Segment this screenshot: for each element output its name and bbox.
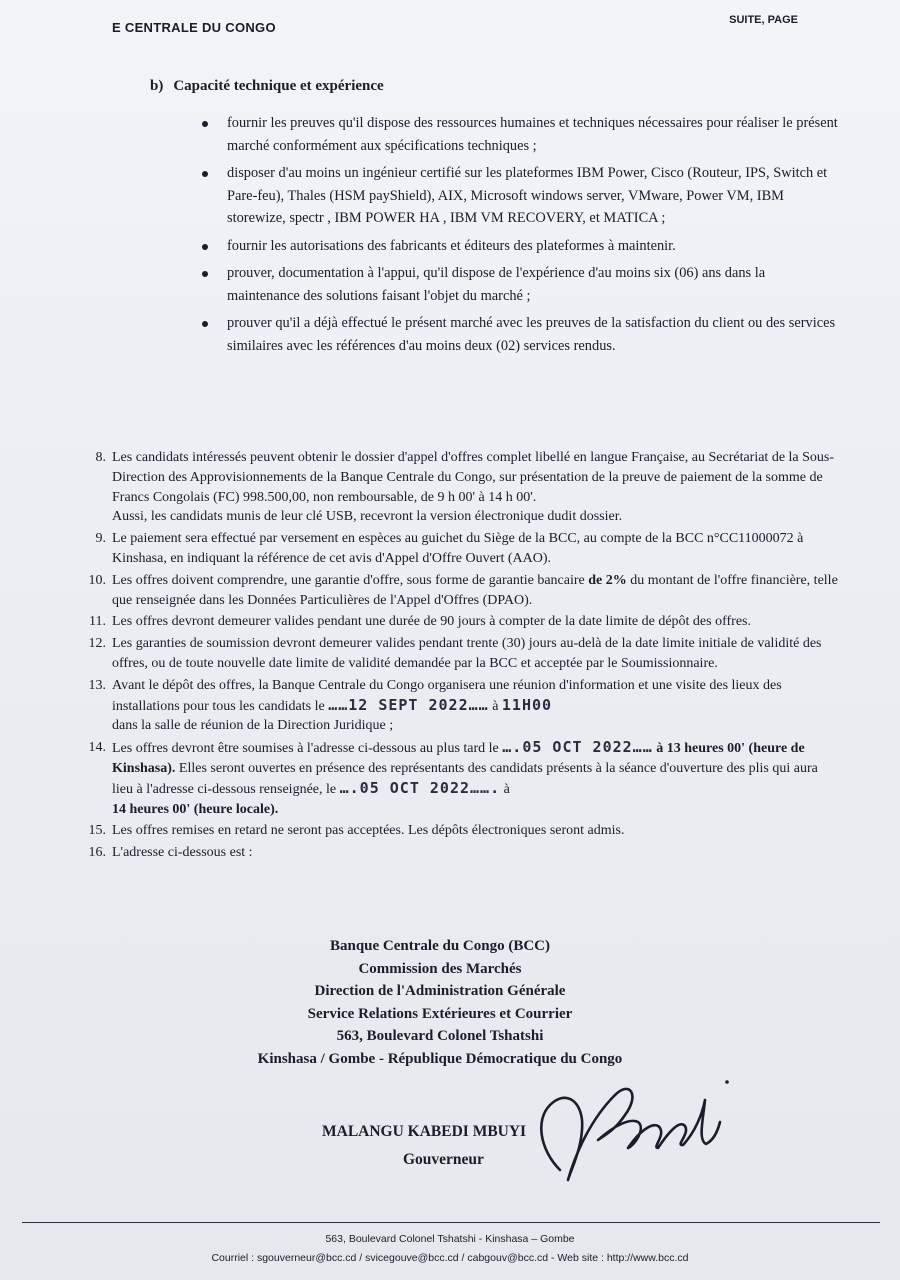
clause-12	[78, 634, 838, 674]
clause-13	[78, 676, 838, 736]
clause-text: du montant de l'offre financière, telle que renseignée dans les Données Particulières de l'Appel d'Offres (DPAO).	[112, 572, 838, 608]
clause-text: Les offres devront être soumises à l'adresse ci-dessous au plus tard le	[112, 741, 499, 757]
clause-text: Les offres devront demeurer valides pendant une durée de 90 jours à compter de la date limite de dépôt des offres.	[112, 614, 751, 630]
clause-text: à	[492, 698, 499, 714]
clause-number: 12.	[88, 636, 106, 652]
clause-number: 11.	[89, 614, 106, 630]
header-institution: E CENTRALE DU CONGO	[112, 20, 276, 35]
section-b-heading	[150, 78, 384, 95]
list-item: prouver, documentation à l'appui, qu'il dispose de l'expérience d'au moins six (06) ans dans la maintenance des solutions faisant l'objet du marché ;	[200, 262, 840, 307]
address-line: Banque Centrale du Congo (BCC)	[329, 938, 551, 954]
section-b-title: Capacité technique et expérience	[173, 78, 384, 94]
requirements-list	[200, 112, 840, 362]
clause-8	[78, 448, 838, 527]
clause-text: Avant le dépôt des offres, la Banque Centrale du Congo organisera une réunion d'information et une visite des lieux des installations pour tous les candidats le	[112, 677, 782, 714]
clause-9	[78, 529, 838, 569]
clause-16	[78, 843, 838, 863]
list-item: prouver qu'il a déjà effectué le présent marché avec les preuves de la satisfaction du client ou des services similaires avec les références d'au moins deux (02) services rendus.	[200, 312, 840, 357]
clause-number: 15.	[88, 823, 106, 839]
address-line: Kinshasa / Gombe - République Démocratique du Congo	[257, 1050, 623, 1067]
footer-address: 563, Boulevard Colonel Tshatshi - Kinshasa – Gombe	[325, 1233, 575, 1245]
clause-bold: de 2%	[588, 572, 627, 588]
header-page-marker: SUITE, PAGE	[729, 14, 798, 26]
footer-contacts: Courriel : sgouverneur@bcc.cd / svicegouve@bcc.cd / cabgouv@bcc.cd - Web site : http://www.bcc.cd	[211, 1252, 689, 1264]
clause-number: 8.	[95, 450, 106, 465]
clause-10	[78, 571, 838, 611]
clause-text: Le paiement sera effectué par versement en espèces au guichet du Siège de la BCC, au compte de la BCC n°CC11000072 à Kinshasa, en indiquant la référence de cet avis d'Appel d'Offre Ouvert (AAO).	[112, 531, 804, 566]
list-item: fournir les autorisations des fabricants et éditeurs des plateformes à maintenir.	[200, 235, 840, 258]
signatory-name: MALANGU KABEDI MBUYI	[322, 1123, 527, 1140]
numbered-clauses	[78, 448, 838, 865]
handwritten-date: ……12 SEPT 2022……	[328, 695, 489, 714]
footer-divider	[22, 1222, 880, 1223]
clause-text: Elles seront ouvertes en présence des représentants des candidats présents à la séance d'ouverture des plis qui aura lieu à l'adresse ci-dessous renseignée, le	[112, 760, 818, 797]
signatory-title: Gouverneur	[403, 1151, 484, 1168]
clause-number: 13.	[88, 677, 106, 693]
clause-15	[78, 821, 838, 841]
address-line: Service Relations Extérieures et Courrier	[307, 1005, 573, 1022]
handwritten-date: ….05 OCT 2022…….	[339, 778, 501, 797]
handwritten-signature	[520, 1060, 750, 1190]
clause-text: Les candidats intéressés peuvent obtenir le dossier d'appel d'offres complet libellé en langue Française, au Secrétariat de la Sous-Direction des Approvisionnements de la Banque Centrale du Congo, sur présentation de la preuve de paiement de la somme de Francs Congolais (FC) 998.500,00, non remboursable, de 9 h 00' à 14 h 00'.	[112, 450, 835, 505]
clause-number: 9.	[95, 531, 106, 547]
address-block	[0, 935, 900, 1070]
address-line: 563, Boulevard Colonel Tshatshi	[336, 1028, 544, 1044]
clause-number: 14.	[88, 740, 106, 756]
handwritten-time: 11H00	[501, 695, 553, 714]
address-line: Direction de l'Administration Générale	[314, 983, 566, 999]
clause-text: à	[503, 781, 510, 797]
address-line: Commission des Marchés	[358, 960, 522, 977]
clause-11	[78, 612, 838, 632]
list-item: fournir les preuves qu'il dispose des ressources humaines et techniques nécessaires pour réaliser le présent marché conformément aux spécifications techniques ;	[200, 112, 840, 157]
clause-text: L'adresse ci-dessous est :	[112, 845, 253, 861]
clause-extra: Aussi, les candidats munis de leur clé USB, recevront la version électronique dudit dossier.	[112, 509, 623, 525]
clause-text: Les offres doivent comprendre, une garantie d'offre, sous forme de garantie bancaire	[112, 572, 585, 588]
clause-text: Les garanties de soumission devront demeurer valides pendant trente (30) jours au-delà de la date limite initiale de validité des offres, ou de toute nouvelle date limite de validité demandée par la BCC et acceptée par le Soumissionnaire.	[112, 636, 822, 671]
clause-14	[78, 738, 838, 819]
list-item: disposer d'au moins un ingénieur certifié sur les plateformes IBM Power, Cisco (Routeur, IPS, Switch et Pare-feu), Thales (HSM payShield), AIX, Microsoft windows server, VMware, Power VM, IBM storewize, spectr , IBM POWER HA , IBM VM RECOVERY, et MATICA ;	[200, 162, 840, 230]
clause-text: Les offres remises en retard ne seront pas acceptées. Les dépôts électroniques seront admis.	[112, 823, 625, 839]
clause-bold: à 13 heures 00' (heure de Kinshasa).	[112, 741, 805, 776]
section-b-label: b)	[150, 78, 164, 94]
clause-text: dans la salle de réunion de la Direction Juridique ;	[112, 718, 394, 734]
clause-bold: 14 heures 00' (heure locale).	[112, 801, 279, 817]
clause-number: 16.	[88, 845, 106, 861]
handwritten-date: ….05 OCT 2022……	[502, 738, 653, 757]
clause-number: 10.	[88, 572, 106, 588]
